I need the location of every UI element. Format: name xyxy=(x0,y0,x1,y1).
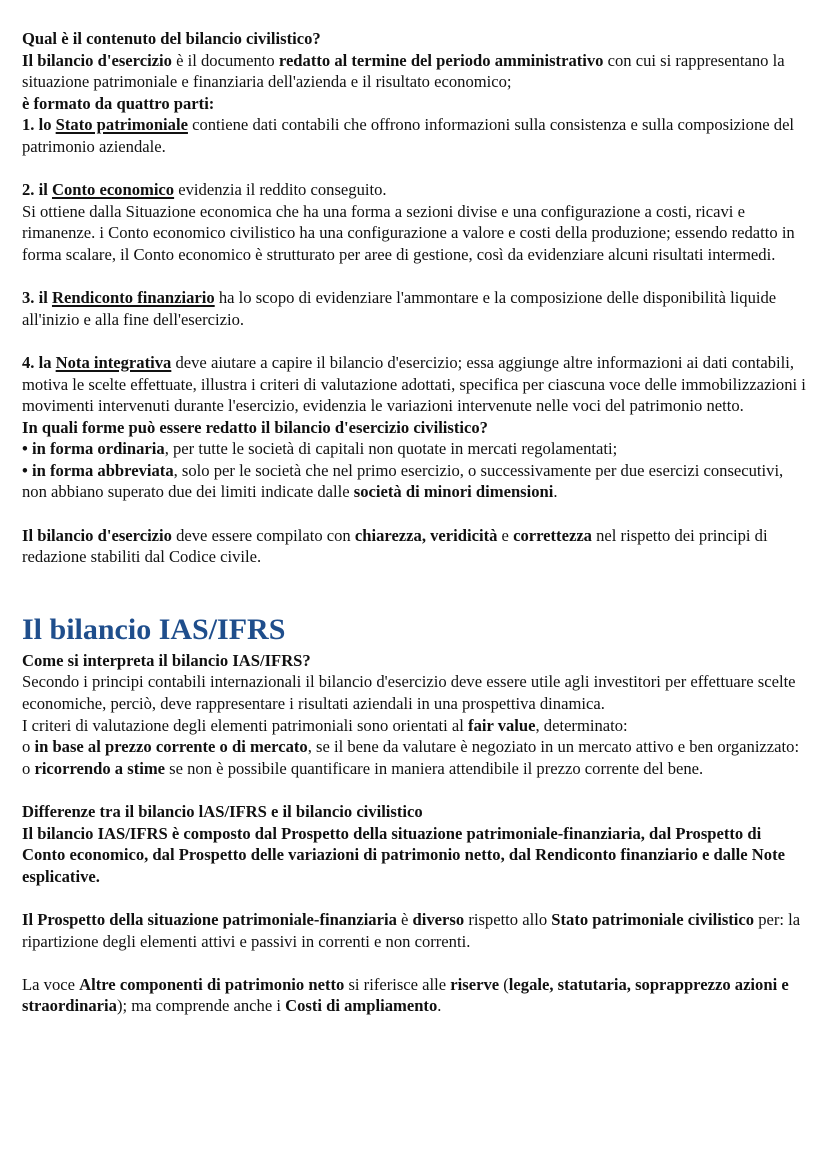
ias-intro-paragraph: Secondo i principi contabili internazionali il bilancio d'esercizio deve essere utile agli investitori per effettuare scelte economiche, perciò, deve rappresentare i risultati aziendali in una prospettiva dinamica. xyxy=(22,672,796,714)
parts-heading: è formato da quattro parti: xyxy=(22,93,215,113)
differences-heading: Differenze tra il bilancio lAS/IFRS e il bilancio civilistico xyxy=(22,802,423,821)
section1-question: Qual è il contenuto del bilancio civilistico? xyxy=(22,29,321,48)
intro-paragraph: Il bilancio d'esercizio è il documento redatto al termine del periodo amministrativo con cui si rappresentano la situazione patrimoniale e finanziaria dell'azienda e il risultato economico; xyxy=(22,50,785,92)
part-2-conto-economico: 2. il Conto economico evidenzia il reddito conseguito. xyxy=(22,180,387,200)
prospetto-paragraph: Il Prospetto della situazione patrimoniale-finanziaria è diverso rispetto allo Stato patrimoniale civilistico per: la ripartizione degli elementi attivi e passivi in correnti e non correnti. xyxy=(22,909,801,951)
voce-paragraph: La voce Altre componenti di patrimonio netto si riferisce alle riserve (legale, statutaria, soprapprezzo azioni e straordinaria); ma comprende anche i Costi di ampliamento. xyxy=(22,974,789,1016)
option-prezzo-corrente: o in base al prezzo corrente o di mercato, se il bene da valutare è negoziato in un mercato attivo e ben organizzato: xyxy=(22,737,800,757)
part-2-detail: Si ottiene dalla Situazione economica che ha una forma a sezioni divise e una configurazione a costi, ricavi e rimanenze. i Conto economico civilistico ha una configurazione a valore e costi della produzione; essendo redatto in forma scalare, il Conto economico è strutturato per aree di gestione, così da evidenziare alcuni risultati intermedi. xyxy=(22,201,795,264)
bullet-forma-abbreviata: • in forma abbreviata, solo per le società che nel primo esercizio, o successivamente per due esercizi consecutivi, non abbiano superato due dei limiti indicate dalle società di minori dimensioni. xyxy=(22,460,784,502)
differences-paragraph: Il bilancio IAS/IFRS è composto dal Prospetto della situazione patrimoniale-finanziaria, dal Prospetto di Conto economico, dal Prospetto delle variazioni di patrimonio netto, dal Rendiconto finanziario e dalle Note esplicative. xyxy=(22,823,785,886)
section2-question: Come si interpreta il bilancio IAS/IFRS? xyxy=(22,650,311,670)
forms-question: In quali forme può essere redatto il bilancio d'esercizio civilistico? xyxy=(22,417,488,437)
option-stime: o ricorrendo a stime se non è possibile quantificare in maniera attendibile il prezzo corrente del bene. xyxy=(22,758,704,778)
criteria-paragraph: I criteri di valutazione degli elementi patrimoniali sono orientati al fair value, determinato: xyxy=(22,715,628,735)
part-4-nota-integrativa: 4. la Nota integrativa deve aiutare a capire il bilancio d'esercizio; essa aggiunge altre informazioni ai dati contabili, motiva le scelte effettuate, illustra i criteri di valutazione adottati, specifica per ciascuna voce delle immobilizzazioni i movimenti intervenuti durante l'esercizio, evidenzia le variazioni intervenute nelle voci del patrimonio netto. xyxy=(22,352,806,416)
compilation-paragraph: Il bilancio d'esercizio deve essere compilato con chiarezza, veridicità e correttezza nel rispetto dei principi di redazione stabiliti dal Codice civile. xyxy=(22,525,768,567)
part-3-rendiconto-finanziario: 3. il Rendiconto finanziario ha lo scopo di evidenziare l'ammontare e la composizione delle disponibilità liquide all'inizio e alla fine dell'esercizio. xyxy=(22,288,777,329)
section2-title: Il bilancio IAS/IFRS xyxy=(22,612,286,646)
bullet-forma-ordinaria: • in forma ordinaria, per tutte le società di capitali non quotate in mercati regolamentati; xyxy=(22,439,618,459)
part-1-stato-patrimoniale: 1. lo Stato patrimoniale contiene dati contabili che offrono informazioni sulla consistenza e sulla composizione del patrimonio aziendale. xyxy=(22,115,795,156)
